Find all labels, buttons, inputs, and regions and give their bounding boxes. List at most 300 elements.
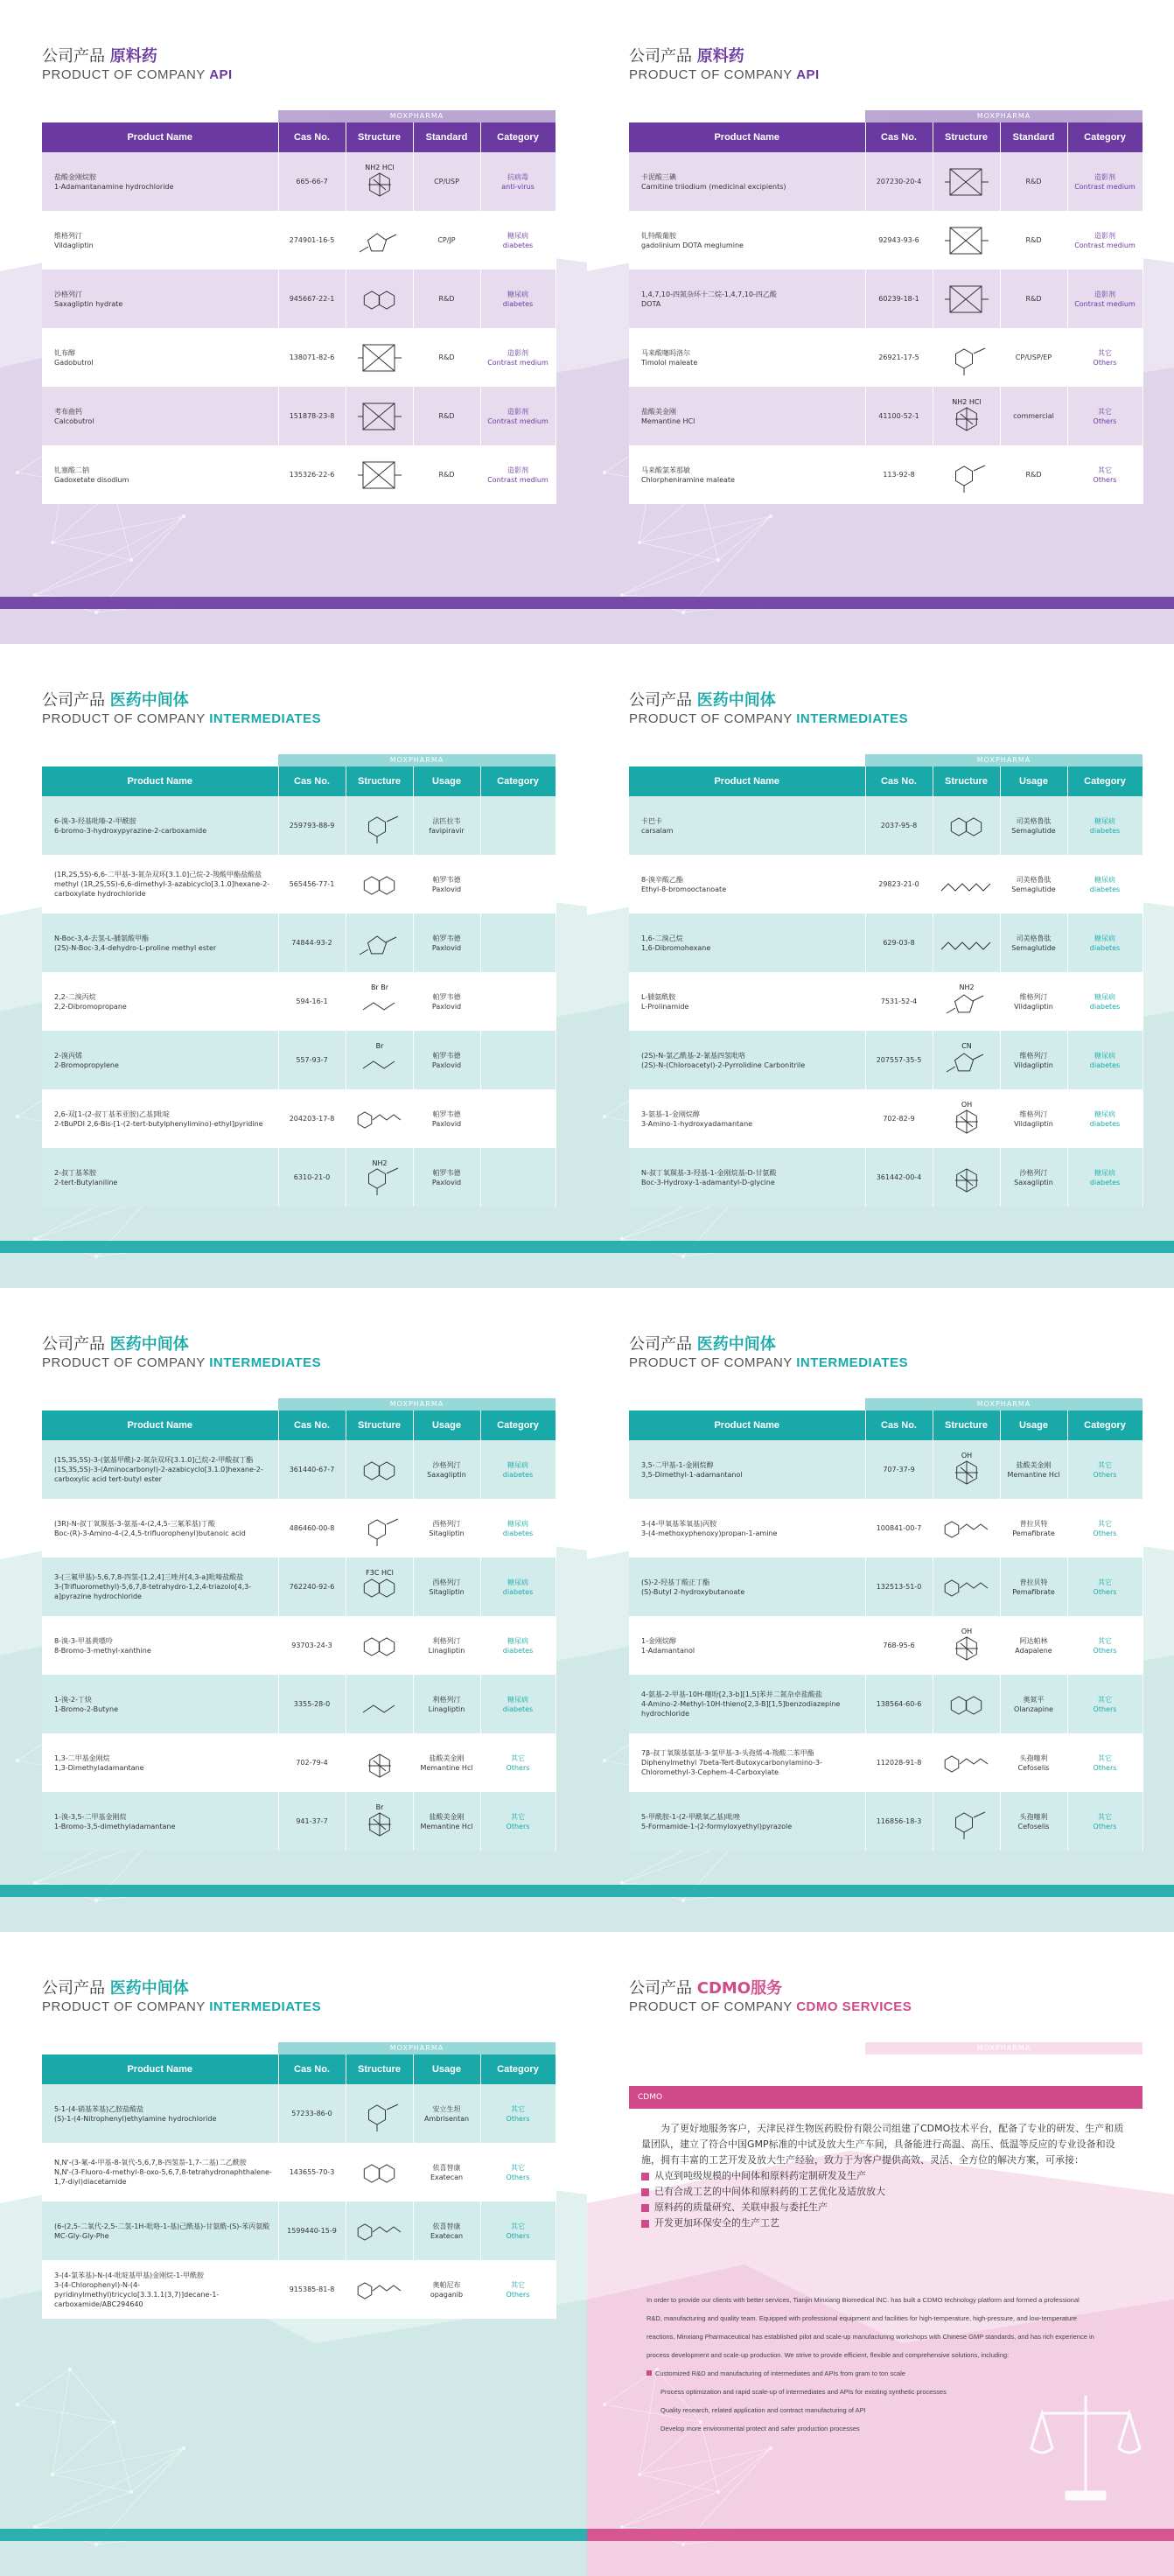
product-name-en: Chlorpheniramine maleate bbox=[641, 475, 735, 484]
structure-cell bbox=[933, 211, 1000, 270]
column-header: Usage bbox=[1000, 1410, 1067, 1440]
category-en: Others bbox=[1093, 1822, 1117, 1830]
category-cell bbox=[480, 1733, 556, 1792]
standard-cell: CP/USP/EP bbox=[1000, 328, 1067, 387]
standard-cell: 司美格鲁肽 Semaglutide bbox=[1000, 914, 1067, 972]
category-cell bbox=[1067, 1440, 1143, 1499]
standard-cell: 沙格列汀 Saxagliptin bbox=[1000, 1148, 1067, 1207]
cas-number: 135326-22-6 bbox=[278, 445, 346, 504]
bullet-square-icon bbox=[641, 2220, 649, 2228]
table-row bbox=[629, 1558, 1143, 1616]
header-en-prefix: PRODUCT OF COMPANY bbox=[629, 1999, 797, 2014]
panel-2 bbox=[587, 0, 1174, 644]
table-row bbox=[629, 211, 1143, 270]
dota-structure-icon bbox=[938, 279, 996, 319]
structure-cell bbox=[933, 328, 1000, 387]
product-name-cn: 3-氨基-1-金刚烷醇 bbox=[641, 1110, 700, 1118]
product-name-en: (2S)-N-Boc-3,4-dehydro-L-proline methyl ester bbox=[54, 943, 217, 952]
structure-cell bbox=[933, 1733, 1000, 1792]
column-header: Product Name bbox=[42, 122, 278, 152]
standard-cell: 头孢噻利 Cefoselis bbox=[1000, 1733, 1067, 1792]
dibromo-structure-icon bbox=[351, 982, 409, 1022]
header-en-accent: INTERMEDIATES bbox=[796, 711, 909, 726]
structure-cell bbox=[346, 2260, 413, 2319]
product-name-cell bbox=[42, 1148, 278, 1207]
category-cell bbox=[1067, 1148, 1143, 1207]
product-name-cn: L-脯氨酰胺 bbox=[641, 992, 676, 1001]
category-en: Contrast medium bbox=[1074, 241, 1136, 249]
category-en: diabetes bbox=[502, 1587, 534, 1596]
header-en-prefix: PRODUCT OF COMPANY bbox=[629, 711, 797, 726]
product-table bbox=[629, 766, 1143, 1207]
product-name-en: (2S)-N-(Chloroacetyl)-2-Pyrrolidine Carbonitrile bbox=[641, 1060, 806, 1069]
category-cell bbox=[480, 1558, 556, 1616]
product-name-cell bbox=[629, 1148, 865, 1207]
category-en: diabetes bbox=[1089, 885, 1121, 893]
product-name-en: 3-(4-Chlorophenyl)-N-(4-pyridinylmethyl)tricyclo[3.3.1.1(3,7)]decane-1-carboxamide/ABC294640 bbox=[54, 2280, 220, 2308]
standard-cell: 利格列汀 Linagliptin bbox=[413, 1675, 480, 1733]
header-cn-prefix: 公司产品 bbox=[42, 691, 110, 710]
header-cn-prefix: 公司产品 bbox=[629, 47, 697, 66]
product-name-cn: 1,3-二甲基金刚烷 bbox=[54, 1754, 110, 1762]
product-name-en: Saxagliptin hydrate bbox=[54, 299, 123, 308]
cdmo-intro-en-line: In order to provide our clients with better services, Tianjin Minxiang Biomedical INC. has built a CDMO technology platform and formed a professional bbox=[646, 2296, 1080, 2304]
category-cn: 糖尿病 bbox=[507, 1578, 528, 1586]
cdmo-intro-en-line: R&D, manufacturing and quality team. Equipped with professional equipment and facilities for high-temperature, high-pressure, and low-temperature bbox=[646, 2314, 1077, 2322]
product-name-cn: 8-溴-3-甲基黄嘌呤 bbox=[54, 1636, 113, 1645]
product-name-cn: 5-1-(4-硝基苯基)乙胺盐酸盐 bbox=[54, 2104, 144, 2113]
table-header-row bbox=[629, 766, 1143, 796]
table-row bbox=[629, 1616, 1143, 1675]
structure-cell bbox=[346, 1792, 413, 1851]
cdmo-intro-cn-text: 为了更好地服务客户，天津民祥生物医药股份有限公司组建了CDMO技术平台，配备了专业的研发、生产和质量团队，建立了符合中国GMP标准的中试及放大生产车间，具备能进行高温、高压、低温等反应的专业设备和设施，拥有丰富的工艺开发及放大生产经验，致力于为客户提供高效、灵活、全方位的解决方案，可承接： bbox=[641, 2123, 1124, 2166]
standard-cell: 阿达帕林 Adapalene bbox=[1000, 1616, 1067, 1675]
category-en: Others bbox=[1093, 1529, 1117, 1537]
cas-number: 594-16-1 bbox=[278, 972, 346, 1031]
structure-label: NH2 HCl bbox=[364, 163, 395, 172]
category-cn: 其它 bbox=[511, 2163, 525, 2172]
standard-cell: R&D bbox=[413, 387, 480, 445]
brand-strip: MOXPHARMA bbox=[865, 754, 1143, 766]
column-header: Category bbox=[480, 122, 556, 152]
table-row bbox=[42, 445, 556, 504]
cas-number: 915385-81-8 bbox=[278, 2260, 346, 2319]
gadobutrol-structure-icon bbox=[351, 338, 409, 378]
standard-cell: R&D bbox=[1000, 152, 1067, 211]
standard-cell: 维格列汀 Vildagliptin bbox=[1000, 1031, 1067, 1089]
table-row bbox=[42, 2084, 556, 2143]
table-row bbox=[629, 855, 1143, 914]
category-cell bbox=[480, 1616, 556, 1675]
carnitine-structure-icon bbox=[938, 162, 996, 202]
cas-number: 60239-18-1 bbox=[865, 270, 933, 328]
category-cn: 造影剂 bbox=[1094, 172, 1115, 181]
product-name-cell bbox=[42, 1499, 278, 1558]
category-cell bbox=[1067, 1616, 1143, 1675]
category-cn: 造影剂 bbox=[507, 466, 528, 474]
column-header: Standard bbox=[413, 122, 480, 152]
panel-4 bbox=[587, 644, 1174, 1288]
category-cn: 造影剂 bbox=[507, 348, 528, 357]
structure-cell bbox=[346, 1089, 413, 1148]
column-header: Category bbox=[480, 2054, 556, 2084]
xanthine-structure-icon bbox=[351, 1626, 409, 1666]
product-name-cn: 钆塞酸二钠 bbox=[54, 466, 89, 474]
header-cn-accent: 原料药 bbox=[696, 47, 744, 66]
category-cn: 抗病毒 bbox=[507, 172, 528, 181]
product-name-en: N,N'-(3-Fluoro-4-methyl-8-oxo-5,6,7,8-tetrahydronaphthalene-1,7-diyl)diacetamide bbox=[54, 2168, 272, 2186]
product-name-en: Boc-(R)-3-Amino-4-(2,4,5-trifluorophenyl)butanoic acid bbox=[54, 1529, 246, 1537]
product-name-cell bbox=[42, 445, 278, 504]
product-name-cell bbox=[629, 1616, 865, 1675]
column-header: Cas No. bbox=[278, 1410, 346, 1440]
standard-cell: 利格列汀 Linagliptin bbox=[413, 1616, 480, 1675]
header-en-accent: INTERMEDIATES bbox=[796, 1355, 909, 1370]
structure-cell bbox=[933, 1440, 1000, 1499]
cdmo-intro-cn bbox=[629, 2109, 1143, 2231]
product-name-cn: 1-溴-3,5-二甲基金刚烷 bbox=[54, 1812, 127, 1821]
cas-number: 557-93-7 bbox=[278, 1031, 346, 1089]
category-en: Others bbox=[506, 2114, 530, 2123]
category-cn: 其它 bbox=[1098, 1578, 1112, 1586]
product-name-en: 2-tBuPDI 2,6-Bis-[1-(2-tert-butylphenylimino)-ethyl]pyridine bbox=[54, 1119, 263, 1128]
column-header: Cas No. bbox=[278, 2054, 346, 2084]
cephem-structure-icon bbox=[938, 1743, 996, 1783]
structure-cell bbox=[346, 1616, 413, 1675]
standard-cell: commercial bbox=[1000, 387, 1067, 445]
table-row bbox=[629, 1733, 1143, 1792]
column-header: Structure bbox=[346, 766, 413, 796]
column-header: Cas No. bbox=[865, 766, 933, 796]
cas-number: 2037-95-8 bbox=[865, 796, 933, 855]
header-en bbox=[42, 66, 233, 84]
structure-label: OH bbox=[961, 1100, 972, 1109]
standard-cell: 奥帕尼布 opaganib bbox=[413, 2260, 480, 2319]
product-name-en: 1-Adamantanol bbox=[641, 1646, 695, 1655]
header-en bbox=[629, 1998, 912, 2016]
table-header-row bbox=[629, 1410, 1143, 1440]
cas-number: 702-82-9 bbox=[865, 1089, 933, 1148]
standard-cell: 帕罗韦德 Paxlovid bbox=[413, 1089, 480, 1148]
cdmo-intro-en-line: reactions, Minxiang Pharmaceutical has established pilot and scale-up manufacturing workshops with Chinese GMP standards, and has rich experience in bbox=[646, 2333, 1094, 2341]
header-cn-accent: 医药中间体 bbox=[696, 691, 776, 710]
panel-header bbox=[42, 47, 233, 84]
category-cell bbox=[1067, 1558, 1143, 1616]
cdmo-section bbox=[629, 2044, 1143, 2231]
header-en-accent: API bbox=[209, 67, 233, 82]
product-name-en: Diphenylmethyl 7beta-Tert-Butoxycarbonylamino-3-Chloromethyl-3-Cephem-4-Carboxylate bbox=[641, 1759, 822, 1776]
table-row bbox=[42, 328, 556, 387]
column-header: Cas No. bbox=[865, 1410, 933, 1440]
table-row bbox=[629, 1440, 1143, 1499]
table-row bbox=[42, 1499, 556, 1558]
product-name-cn: (S)-2-羟基丁酸正丁酯 bbox=[641, 1578, 710, 1586]
product-name-cn: 马来酸氯苯那敏 bbox=[641, 466, 690, 474]
cas-number: 138564-60-6 bbox=[865, 1675, 933, 1733]
structure-cell bbox=[933, 972, 1000, 1031]
category-en: diabetes bbox=[1089, 1119, 1121, 1128]
structure-label: NH2 bbox=[371, 1158, 388, 1167]
category-cn: 糖尿病 bbox=[1094, 875, 1115, 884]
category-en: Others bbox=[1093, 475, 1117, 484]
product-table bbox=[42, 766, 556, 1207]
product-name-cn: 钆特酸葡胺 bbox=[641, 231, 676, 240]
category-cn: 糖尿病 bbox=[1094, 1051, 1115, 1060]
table-row bbox=[629, 972, 1143, 1031]
header-en-accent: API bbox=[796, 67, 820, 82]
category-cell bbox=[1067, 328, 1143, 387]
cas-number: 7531-52-4 bbox=[865, 972, 933, 1031]
table-row bbox=[42, 1558, 556, 1616]
structure-label: Br bbox=[375, 1041, 383, 1050]
product-name-en: (S)-1-(4-Nitrophenyl)ethylamine hydrochloride bbox=[54, 2114, 217, 2123]
product-name-cell bbox=[42, 328, 278, 387]
header-cn bbox=[629, 691, 908, 710]
product-name-cell bbox=[42, 1558, 278, 1616]
cas-number: 274901-16-5 bbox=[278, 211, 346, 270]
column-header: Category bbox=[480, 766, 556, 796]
header-en bbox=[629, 1354, 908, 1372]
cas-number: 26921-17-5 bbox=[865, 328, 933, 387]
product-name-en: (1S,3S,5S)-3-(Aminocarbonyl)-2-azabicyclo[3.1.0]hexane-2-carboxylic acid tert-butyl ester bbox=[54, 1466, 263, 1483]
header-cn-prefix: 公司产品 bbox=[42, 1335, 110, 1354]
table-row bbox=[42, 1031, 556, 1089]
cdmo-tab: CDMO bbox=[629, 2086, 1143, 2109]
category-cell bbox=[480, 152, 556, 211]
structure-label: NH2 bbox=[958, 983, 975, 991]
brand-strip: MOXPHARMA bbox=[865, 1398, 1143, 1410]
product-name-cn: 1,4,7,10-四氮杂环十二烷-1,4,7,10-四乙酸 bbox=[641, 290, 777, 298]
category-cell bbox=[480, 211, 556, 270]
category-cell bbox=[480, 1499, 556, 1558]
category-cn: 其它 bbox=[1098, 407, 1112, 416]
standard-cell: 维格列汀 Vildagliptin bbox=[1000, 1089, 1067, 1148]
product-name-cell bbox=[629, 445, 865, 504]
header-en bbox=[42, 710, 321, 728]
structure-cell bbox=[933, 1558, 1000, 1616]
cas-number: 116856-18-3 bbox=[865, 1792, 933, 1851]
structure-label: CN bbox=[961, 1041, 972, 1050]
product-name-cell bbox=[629, 1733, 865, 1792]
product-name-cell bbox=[629, 1089, 865, 1148]
header-cn bbox=[629, 1979, 912, 1998]
cdmo-bullet-cn-text: 从克到吨级规模的中间体和原料药定制研发及生产 bbox=[654, 2170, 866, 2181]
opaganib-structure-icon bbox=[351, 2270, 409, 2310]
category-cn: 糖尿病 bbox=[1094, 1168, 1115, 1177]
bullet-square-icon bbox=[641, 2173, 649, 2180]
pdi-structure-icon bbox=[351, 1099, 409, 1139]
header-cn-prefix: 公司产品 bbox=[42, 47, 110, 66]
standard-cell: 头孢噻利 Cefoselis bbox=[1000, 1792, 1067, 1851]
category-cell bbox=[1067, 387, 1143, 445]
category-en: Others bbox=[1093, 1646, 1117, 1655]
category-en: Contrast medium bbox=[487, 416, 549, 425]
structure-cell bbox=[346, 1148, 413, 1207]
table-row bbox=[42, 1440, 556, 1499]
product-name-cn: 马来酸噻吗洛尔 bbox=[641, 348, 690, 357]
table-row bbox=[42, 2202, 556, 2260]
product-name-cell bbox=[629, 1031, 865, 1089]
product-table bbox=[42, 2054, 556, 2319]
product-name-en: 3-(4-methoxyphenoxy)propan-1-amine bbox=[641, 1529, 778, 1537]
product-table bbox=[629, 1410, 1143, 1851]
category-en: diabetes bbox=[502, 299, 534, 308]
column-header: Usage bbox=[413, 2054, 480, 2084]
structure-label: Br bbox=[375, 1802, 383, 1811]
butyne-structure-icon bbox=[351, 1684, 409, 1725]
product-name-cn: 卡巴卡 bbox=[641, 816, 662, 825]
product-name-en: 5-Formamide-1-(2-formyloxyethyl)pyrazole bbox=[641, 1822, 793, 1830]
scales-of-justice-icon bbox=[1024, 2387, 1147, 2510]
cas-number: 29823-21-0 bbox=[865, 855, 933, 914]
column-header: Usage bbox=[413, 766, 480, 796]
product-name-en: (S)-Butyl 2-hydroxybutanoate bbox=[641, 1587, 745, 1596]
product-name-cell bbox=[629, 796, 865, 855]
structure-cell bbox=[346, 152, 413, 211]
category-cell bbox=[480, 972, 556, 1031]
column-header: Structure bbox=[346, 1410, 413, 1440]
header-cn bbox=[42, 691, 321, 710]
standard-cell: 奥氮平 Olanzapine bbox=[1000, 1675, 1067, 1733]
column-header: Product Name bbox=[42, 2054, 278, 2084]
structure-cell bbox=[346, 1675, 413, 1733]
cas-number: 207557-35-5 bbox=[865, 1031, 933, 1089]
category-cell bbox=[480, 1148, 556, 1207]
structure-cell bbox=[346, 387, 413, 445]
category-en: Contrast medium bbox=[487, 475, 549, 484]
cas-number: 707-37-9 bbox=[865, 1440, 933, 1499]
product-name-en: Ethyl-8-bromooctanoate bbox=[641, 885, 727, 893]
chloroacetyl-structure-icon bbox=[938, 1040, 996, 1081]
memantine-structure-icon bbox=[938, 396, 996, 437]
bromopropene-structure-icon bbox=[351, 1040, 409, 1081]
category-en: Others bbox=[1093, 1587, 1117, 1596]
category-en: diabetes bbox=[1089, 943, 1121, 952]
cas-number: 1599440-15-9 bbox=[278, 2202, 346, 2260]
category-en: Others bbox=[1093, 358, 1117, 367]
structure-label: NH2 HCl bbox=[951, 397, 982, 406]
product-name-cell bbox=[42, 796, 278, 855]
column-header: Category bbox=[480, 1410, 556, 1440]
product-table bbox=[629, 122, 1143, 504]
product-table-wrap bbox=[42, 754, 556, 1207]
standard-cell: 盐酸美金刚 Memantine Hcl bbox=[413, 1733, 480, 1792]
product-name-cn: (6-(2,5-二氧代-2,5-二氢-1H-吡咯-1-基)己酰基)-甘氨酰-(S)-苯丙氨酸 bbox=[54, 2222, 270, 2230]
product-name-en: 1,3-Dimethyladamantane bbox=[54, 1763, 144, 1772]
product-name-en: 1-Adamantanamine hydrochloride bbox=[54, 182, 174, 191]
structure-cell bbox=[933, 1148, 1000, 1207]
product-name-en: 8-Bromo-3-methyl-xanthine bbox=[54, 1646, 151, 1655]
panel-header bbox=[42, 1335, 321, 1372]
category-cell bbox=[1067, 972, 1143, 1031]
cdmo-bullet-en-text: Process optimization and rapid scale-up of intermediates and APIs for existing synthetic processes bbox=[660, 2388, 947, 2396]
standard-cell: 帕罗韦德 Paxlovid bbox=[413, 1031, 480, 1089]
header-en-accent: INTERMEDIATES bbox=[209, 711, 322, 726]
product-name-en: 2-Bromopropylene bbox=[54, 1060, 119, 1069]
product-name-cell bbox=[629, 1440, 865, 1499]
category-cell bbox=[480, 1675, 556, 1733]
column-header: Cas No. bbox=[278, 766, 346, 796]
column-header: Usage bbox=[413, 1410, 480, 1440]
cas-number: 41100-52-1 bbox=[865, 387, 933, 445]
column-header: Structure bbox=[346, 122, 413, 152]
structure-cell bbox=[346, 2143, 413, 2202]
header-cn bbox=[42, 1979, 321, 1998]
brand-strip: MOXPHARMA bbox=[278, 2042, 556, 2054]
category-cn: 其它 bbox=[1098, 1519, 1112, 1528]
structure-cell bbox=[346, 2084, 413, 2143]
cdmo-bullet-en-text: Develop more environmental protect and safer production processes bbox=[660, 2425, 860, 2432]
table-row bbox=[42, 1148, 556, 1207]
standard-cell: 普拉贝特 Pemafibrate bbox=[1000, 1499, 1067, 1558]
category-cn: 造影剂 bbox=[1094, 231, 1115, 240]
product-name-en: 2-tert-Butylaniline bbox=[54, 1178, 118, 1186]
boc-adamantyl-structure-icon bbox=[938, 1158, 996, 1198]
product-name-cn: (1R,2S,5S)-6,6-二甲基-3-氮杂双环[3.1.0]己烷-2-羧酸甲酯盐酸盐 bbox=[54, 871, 262, 878]
product-name-cn: 2,2-二溴丙烷 bbox=[54, 992, 96, 1001]
column-header: Product Name bbox=[629, 122, 865, 152]
category-cn: 其它 bbox=[511, 2104, 525, 2113]
column-header: Structure bbox=[933, 122, 1000, 152]
table-header-row bbox=[42, 122, 556, 152]
standard-cell: 帕罗韦德 Paxlovid bbox=[413, 914, 480, 972]
nitrophenyl-structure-icon bbox=[351, 2094, 409, 2134]
category-en: Others bbox=[1093, 1470, 1117, 1479]
category-cn: 糖尿病 bbox=[507, 1636, 528, 1645]
product-name-cell bbox=[42, 1440, 278, 1499]
product-name-cn: 1,6-二溴己烷 bbox=[641, 934, 683, 942]
cas-number: 762240-92-6 bbox=[278, 1558, 346, 1616]
standard-cell: 盐酸美金刚 Memantine Hcl bbox=[1000, 1440, 1067, 1499]
table-row bbox=[42, 2143, 556, 2202]
table-row bbox=[629, 1499, 1143, 1558]
structure-cell bbox=[346, 914, 413, 972]
structure-cell bbox=[346, 1499, 413, 1558]
column-header: Structure bbox=[933, 1410, 1000, 1440]
product-name-en: Vildagliptin bbox=[54, 241, 94, 249]
category-en: Others bbox=[506, 1763, 530, 1772]
cas-number: 93703-24-3 bbox=[278, 1616, 346, 1675]
category-en: Others bbox=[1093, 416, 1117, 425]
header-cn-accent: 医药中间体 bbox=[109, 1979, 189, 1998]
table-row bbox=[42, 855, 556, 914]
product-name-cn: 2,6-双[1-(2-叔丁基苯亚胺)乙基]吡啶 bbox=[54, 1110, 171, 1118]
category-cell bbox=[480, 2084, 556, 2143]
structure-cell bbox=[346, 445, 413, 504]
structure-cell bbox=[933, 152, 1000, 211]
category-cn: 糖尿病 bbox=[507, 1460, 528, 1469]
table-row bbox=[629, 796, 1143, 855]
product-name-cell bbox=[629, 328, 865, 387]
cas-number: 361440-67-7 bbox=[278, 1440, 346, 1499]
product-name-cell bbox=[629, 270, 865, 328]
product-name-en: 3-(Trifluoromethyl)-5,6,7,8-tetrahydro-1,2,4-triazolo[4,3-a]pyrazine hydrochloride bbox=[54, 1583, 252, 1600]
panel-header bbox=[629, 1335, 908, 1372]
product-name-en: Gadoxetate disodium bbox=[54, 475, 129, 484]
cdmo-bullet-en-text: Customized R&D and manufacturing of intermediates and APIs from gram to ton scale bbox=[655, 2370, 905, 2377]
bullet-square-icon bbox=[641, 2204, 649, 2212]
column-header: Standard bbox=[1000, 122, 1067, 152]
structure-cell bbox=[933, 1616, 1000, 1675]
chain2-structure-icon bbox=[938, 923, 996, 963]
table-row bbox=[629, 1148, 1143, 1207]
vildagliptin-structure-icon bbox=[351, 220, 409, 261]
structure-label: OH bbox=[961, 1627, 972, 1635]
category-en: diabetes bbox=[502, 1704, 534, 1713]
product-name-cn: (3R)-N-叔丁氧羰基-3-氨基-4-(2,4,5-三氟苯基)丁酸 bbox=[54, 1519, 215, 1528]
header-cn bbox=[629, 1335, 908, 1354]
category-cell bbox=[1067, 1031, 1143, 1089]
